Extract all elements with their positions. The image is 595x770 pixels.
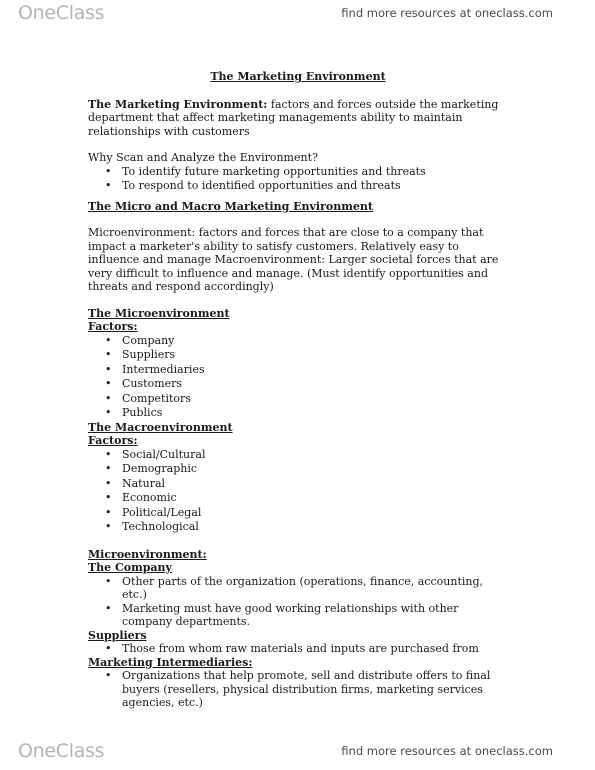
company-heading: The Company [88, 561, 172, 574]
document-body [88, 70, 508, 710]
list-item: • Competitors [122, 392, 508, 407]
list-item: • Technological [122, 520, 508, 535]
list-item: • Customers [122, 377, 508, 392]
macroenvironment-heading: The Macroenvironment [88, 420, 233, 434]
list-item: • Suppliers [122, 348, 508, 363]
micro-factors-list [88, 334, 508, 421]
list-item: • Organizations that help promote, sell and distribute offers to final buyers (resellers, physical distribution firms, marketing services agencies, etc.) [122, 669, 508, 710]
definition-text: factors and forces outside the marketing department that affect marketing managements ability to maintain relationships with customers [88, 97, 499, 138]
suppliers-heading: Suppliers [88, 628, 147, 642]
micro-factors-label: Factors: [88, 320, 138, 333]
list-item: • Intermediaries [122, 363, 508, 378]
list-item: • Publics [122, 406, 508, 421]
list-item: • Demographic [122, 462, 508, 477]
list-item: • Marketing must have good working relationships with other company departments. [122, 602, 508, 629]
page-footer [0, 738, 595, 764]
list-item: • Social/Cultural [122, 448, 508, 463]
macro-factors-label: Factors: [88, 434, 138, 447]
find-resources-link[interactable]: find more resources at oneclass.com [341, 744, 553, 758]
micro-macro-heading: The Micro and Macro Marketing Environment [88, 199, 373, 213]
company-list [88, 575, 508, 629]
micro-section-heading: Microenvironment: [88, 547, 207, 561]
definition-paragraph [88, 98, 508, 139]
oneclass-logo[interactable]: OneClass [18, 2, 105, 24]
list-item: • To respond to identified opportunities and threats [122, 179, 508, 194]
page-header [0, 0, 595, 26]
suppliers-list [88, 642, 508, 656]
micro-macro-paragraph: Microenvironment: factors and forces that are close to a company that impact a marketer's ability to satisfy customers. Relatively easy to influence and manage Macroenvironment: Larger societal forces that are very difficult to influence and manage. (Must identify opportunities and threats and respond accordingly) [88, 226, 499, 293]
list-item: • To identify future marketing opportunities and threats [122, 165, 508, 180]
document-title: The Marketing Environment [210, 70, 386, 83]
microenvironment-heading: The Microenvironment [88, 306, 230, 320]
list-item: • Political/Legal [122, 506, 508, 521]
macro-factors-list [88, 448, 508, 535]
list-item: • Other parts of the organization (operations, finance, accounting, etc.) [122, 575, 508, 602]
find-resources-link[interactable]: find more resources at oneclass.com [341, 6, 553, 20]
oneclass-logo[interactable]: OneClass [18, 740, 105, 762]
list-item: • Natural [122, 477, 508, 492]
definition-term: The Marketing Environment: [88, 97, 268, 111]
intermediaries-list [88, 669, 508, 710]
list-item: • Economic [122, 491, 508, 506]
intermediaries-heading: Marketing Intermediaries: [88, 655, 253, 669]
list-item: • Those from whom raw materials and inputs are purchased from [122, 642, 508, 656]
list-item: • Company [122, 334, 508, 349]
why-heading: Why Scan and Analyze the Environment? [88, 151, 318, 164]
why-list [88, 165, 508, 194]
